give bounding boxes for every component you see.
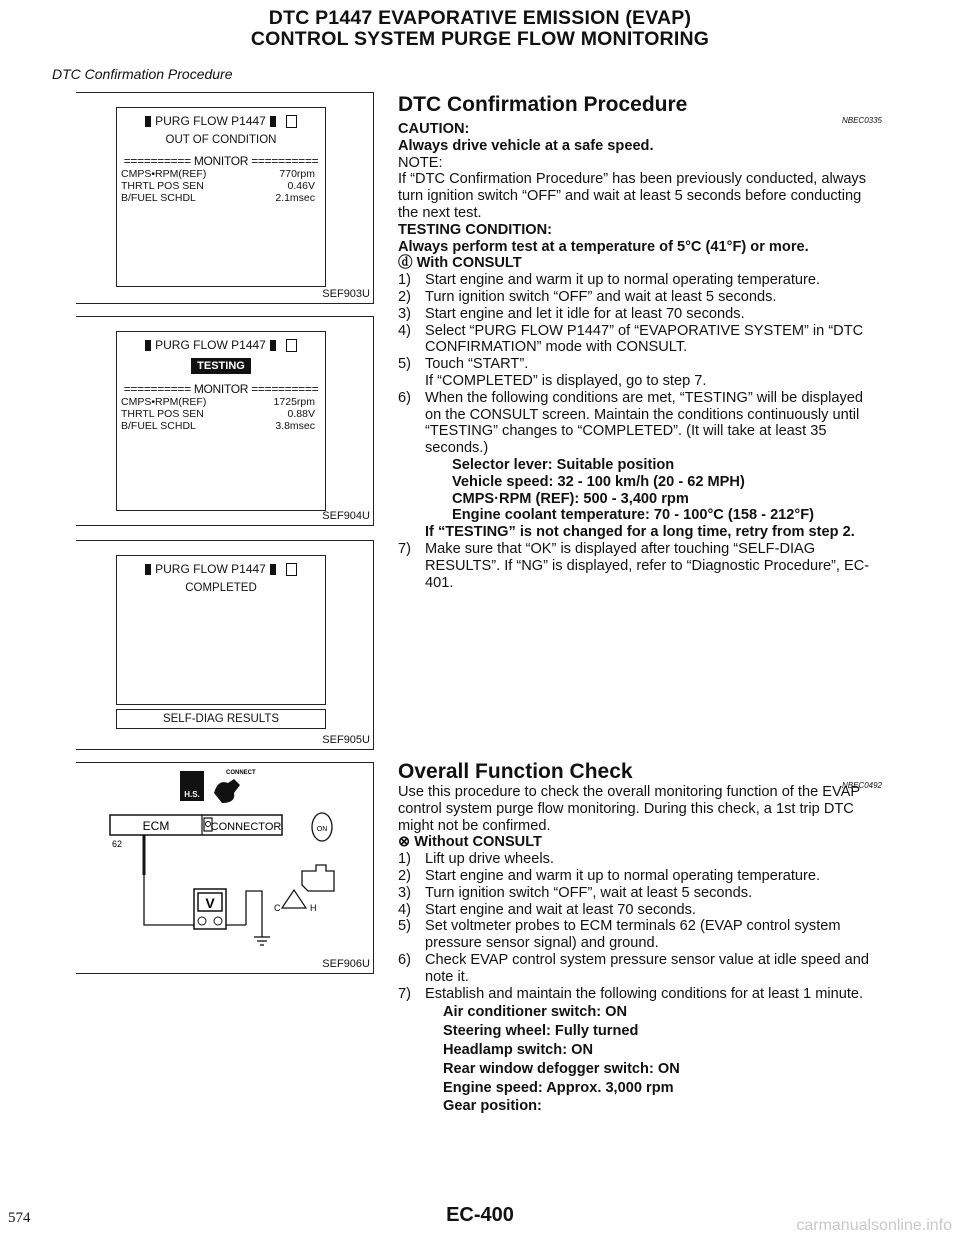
figure-code: SEF903U [322,288,370,300]
print-box-icon [286,563,297,576]
step: 6) Check EVAP control system pressure sensor value at idle speed and note it. [398,951,869,985]
figure-code: SEF904U [322,510,370,522]
page-code: EC-400 [446,1204,514,1226]
condition: Air conditioner switch: ON [443,1004,628,1021]
page-number: 574 [8,1210,31,1226]
title-line-2: CONTROL SYSTEM PURGE FLOW MONITORING [250,28,710,50]
connect-label: CONNECT [226,770,256,776]
connect-icon [214,779,240,803]
gauge-c: C [274,903,281,913]
figure-sef905u [76,540,374,750]
step: 5) Set voltmeter probes to ECM terminals 62 (EVAP control system pressure sensor signal) and ground. [398,918,841,952]
hs-label: H.S. [184,790,200,799]
condition: Steering wheel: Fully turned [443,1023,639,1040]
screen-status: COMPLETED [185,582,257,594]
figure-code: SEF905U [322,734,370,746]
step: 3) Start engine and let it idle for at least 70 seconds. [398,305,745,322]
svg-text:ON: ON [316,826,328,833]
figure-sef904u [76,316,374,526]
gauge-h: H [310,903,317,913]
temperature-gauge-icon [282,890,306,908]
step: 6) When the following conditions are met, “TESTING” will be displayed on the CONSULT screen. Maintain the conditions continuously until “TESTING” changes to “COMPLETED”. (It will take at least 35 seconds.) [398,389,863,457]
title-line-1: DTC P1447 EVAPORATIVE EMISSION (EVAP) [268,7,692,29]
screen-heading: PURG FLOW P1447 [155,562,266,576]
overall-section [398,760,882,1115]
step: 1) Lift up drive wheels. [398,851,554,868]
condition: Vehicle speed: 32 - 100 km/h (20 - 62 MPH) [452,473,745,490]
with-consult-label: ⓓ With CONSULT [398,255,522,272]
step: 1) Start engine and warm it up to normal operating temperature. [398,272,821,289]
step: 3) Turn ignition switch “OFF”, wait at least 5 seconds. [398,884,753,901]
step: 5) Touch “START”. [398,356,529,373]
condition: Engine speed: Approx. 3,000 rpm [443,1079,674,1096]
note-label: NOTE: [398,154,443,171]
figure-sef903u [76,92,374,304]
screen-heading: PURG FLOW P1447 [155,338,266,352]
consult-screen [116,107,326,287]
step: 7) Establish and maintain the following conditions for at least 1 minute. [398,985,864,1002]
section-tag: NBEC0335 [841,116,882,125]
without-consult-label: ⊗ Without CONSULT [398,834,542,851]
monitor-row: THRTL POS SEN 0.46V [121,180,315,192]
condition: Rear window defogger switch: ON [443,1060,680,1077]
consult-screen [116,555,326,705]
monitor-row: CMPS•RPM(REF) 1725rpm [121,396,315,408]
monitor-row: B/FUEL SCHDL 3.8msec [121,420,315,432]
testing-badge: TESTING [191,358,251,374]
monitor-row: B/FUEL SCHDL 2.1msec [121,192,315,204]
step: 2) Start engine and warm it up to normal operating temperature. [398,867,821,884]
step: 2) Turn ignition switch “OFF” and wait at least 5 seconds. [398,288,777,305]
caution-label: CAUTION: [398,121,470,137]
step-note: If “COMPLETED” is displayed, go to step 7. [425,372,707,389]
ecm-label: ECM [142,819,170,833]
print-box-icon [286,339,297,352]
monitor-row: CMPS•RPM(REF) 770rpm [121,168,315,180]
dtc-section [398,93,882,591]
condition: CMPS·RPM (REF): 500 - 3,400 rpm [452,490,689,507]
watermark: carmanualsonline.info [796,1217,952,1234]
section-heading: DTC Confirmation Procedure [398,93,688,116]
self-diag-results-button: SELF-DIAG RESULTS [116,709,326,729]
voltmeter-diagram [76,763,374,973]
screen-status: OUT OF CONDITION [165,134,277,146]
step: 4) Start engine and wait at least 70 seconds. [398,901,696,918]
screen-heading: PURG FLOW P1447 [155,114,266,128]
step: 4) Select “PURG FLOW P1447” of “EVAPORATIVE SYSTEM” in “DTC CONFIRMATION” mode with CONSULT. [398,322,864,356]
figure-sef906u [76,762,374,974]
condition: Selector lever: Suitable position [452,456,675,473]
section-subtitle: DTC Confirmation Procedure [52,66,233,82]
overall-intro: Use this procedure to check the overall monitoring function of the EVAP control system purge flow monitoring. During this check, a 1st trip DTC might not be confirmed. [398,784,860,834]
condition: Headlamp switch: ON [443,1041,594,1058]
retry-note: If “TESTING” is not changed for a long time, retry from step 2. [425,524,855,541]
section-tag: NBEC0492 [841,781,882,790]
consult-icon: ⓓ [398,255,417,272]
monitor-row: THRTL POS SEN 0.88V [121,408,315,420]
print-box-icon [286,115,297,128]
voltmeter-v: V [205,895,215,911]
caution-text: Always drive vehicle at a safe speed. [398,137,654,154]
engine-icon [302,865,334,891]
consult-screen [116,331,326,511]
testing-condition-text: Always perform test at a temperature of 5°C (41°F) or more. [398,238,809,255]
condition: Gear position: [443,1098,542,1115]
connector-label: CONNECTOR [210,821,282,833]
section-heading: Overall Function Check [398,760,633,783]
monitor-header: ========== MONITOR ========== [123,382,319,396]
page-title [0,8,960,50]
condition: Engine coolant temperature: 70 - 100°C (158 - 212°F) [452,507,815,524]
monitor-header: ========== MONITOR ========== [123,154,319,168]
no-consult-icon: ⊗ [398,834,415,851]
note-text: If “DTC Confirmation Procedure” has been previously conducted, always turn ignition switch “OFF” and wait at least 5 seconds before conducting the next test. [398,171,867,221]
testing-condition-label: TESTING CONDITION: [398,221,553,238]
terminal-label: 62 [112,839,123,849]
step: 7) Make sure that “OK” is displayed after touching “SELF-DIAG RESULTS”. If “NG” is displayed, refer to “Diagnostic Procedure”, EC-401. [398,540,870,591]
figure-code: SEF906U [322,958,370,970]
